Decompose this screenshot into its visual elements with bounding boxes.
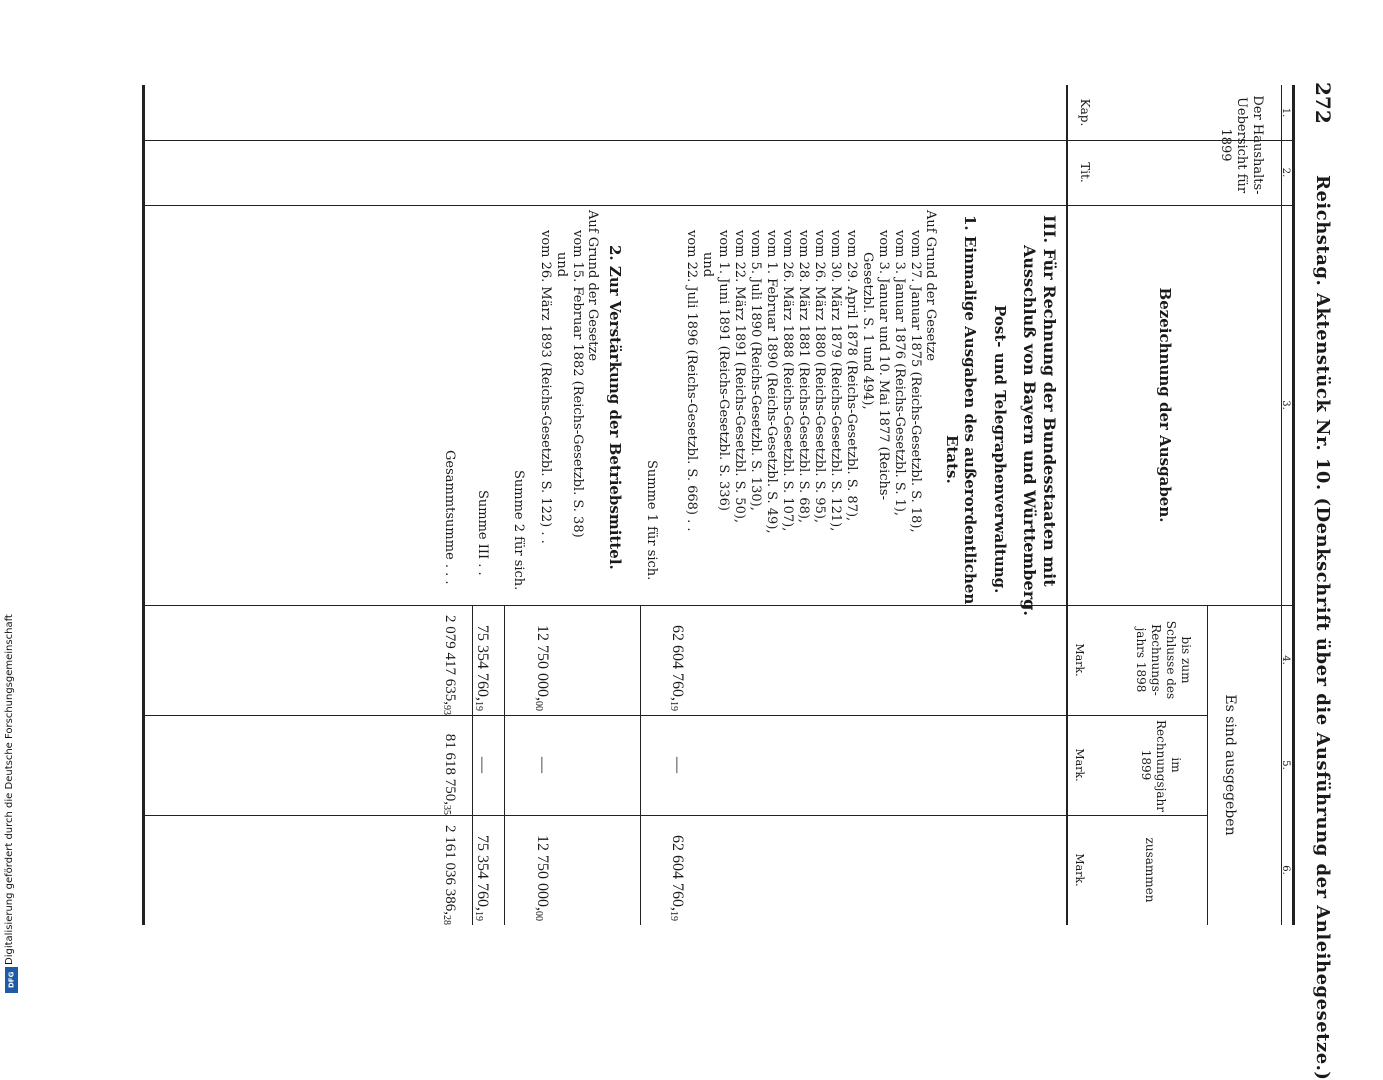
- col4-header: bis zum Schlusse des Rechnungs-jahrs 1898: [1134, 620, 1193, 700]
- law-line: vom 29. April 1878 (Reichs-Gesetzbl. S. 87),: [844, 230, 859, 522]
- law-line: vom 30. März 1879 (Reichs-Gesetzbl. S. 121),: [828, 230, 843, 532]
- es-sind-rule: [1207, 605, 1208, 925]
- running-title: Reichstag. Aktenstück Nr. 10. (Denkschrift über die Ausführung der Anleihegesetze.): [1312, 175, 1333, 1080]
- col-number-3: 3.: [1280, 400, 1291, 410]
- gesamt-col5-value: 81 618 $750,_{35}$: [441, 733, 458, 815]
- section-title-1: III. Für Rechnung der Bundesstaaten mit: [1040, 215, 1059, 587]
- sub2-col6-value: 12 750 $000,_{00}$: [533, 835, 551, 921]
- col6-unit: Mark.: [1073, 853, 1086, 887]
- law-line: und: [554, 252, 569, 278]
- sub2-intro: Auf Grund der Gesetze: [585, 210, 600, 362]
- col-number-2: 2.: [1280, 167, 1291, 178]
- summe3-col5-value: —: [474, 757, 491, 773]
- col-number-6: 6.: [1280, 865, 1291, 875]
- tit-header: Tit.: [1078, 162, 1092, 183]
- rule-kap-tit: [145, 140, 1295, 141]
- sub2-sum-label: Summe 2 für sich.: [511, 470, 526, 591]
- haushalt-header: Der Haushalts-Uebersicht für 1899: [1218, 95, 1265, 195]
- col5-header: im Rechnungsjahr 1899: [1139, 720, 1183, 812]
- law-line: vom 27. Januar 1875 (Reichs-Gesetzbl. S. 18),: [908, 230, 923, 533]
- col-number-4: 4.: [1280, 655, 1291, 665]
- law-line: vom 26. März 1880 (Reichs-Gesetzbl. S. 95),: [812, 230, 827, 524]
- law-line: Gesetzbl. S. 1 und 494),: [860, 252, 875, 410]
- sub2-law-list: [537, 230, 585, 544]
- sub1-col5-value: —: [669, 757, 686, 773]
- sub1-sum-rule: [640, 605, 641, 925]
- digitization-credit: Digitalisierung gefördert durch die Deutsche Forschungsgemeinschaft: [4, 614, 15, 965]
- summe3-col4-value: 75 354 $760,_{19}$: [473, 625, 491, 711]
- header-bottom-rule: [1066, 85, 1068, 925]
- gesamt-col6-value: 2 161 036 $386,_{28}$: [441, 825, 458, 925]
- law-line: vom 22. Juli 1896 (Reichs-Gesetzbl. S. 668) . .: [684, 230, 699, 532]
- rule-desc-col4: [145, 605, 1295, 606]
- sub2-sum-rule: [504, 605, 505, 925]
- sub2-heading: 2. Zur Verstärkung der Betriebsmittel.: [606, 245, 624, 570]
- es-sind-header: Es sind ausgegeben: [1222, 694, 1238, 836]
- law-line: vom 28. März 1881 (Reichs-Gesetzbl. S. 68),: [796, 230, 811, 524]
- law-line: und: [700, 252, 715, 278]
- col5-unit: Mark.: [1073, 748, 1086, 782]
- law-line: vom 3. Januar 1876 (Reichs-Gesetzbl. S. 1),: [892, 230, 907, 517]
- sub1-heading-2: Etats.: [943, 435, 961, 484]
- gesamt-label: Gesammtsumme . . .: [442, 450, 457, 585]
- sub1-heading-1: 1. Einmalige Ausgaben des außerordentlichen: [961, 215, 979, 605]
- law-line: vom 26. März 1888 (Reichs-Gesetzbl. S. 107),: [780, 230, 795, 532]
- dfg-logo: DFG: [5, 967, 18, 993]
- law-line: vom 1. Juni 1891 (Reichs-Gesetzbl. S. 336): [716, 230, 731, 511]
- summe3-col6-value: 75 354 $760,_{19}$: [473, 835, 491, 921]
- rule-tit-desc: [145, 205, 1295, 206]
- bezeichnung-header: Bezeichnung der Ausgaben.: [1156, 287, 1174, 523]
- law-line: vom 15. Februar 1882 (Reichs-Gesetzbl. S. 38): [570, 230, 585, 538]
- sub1-law-list: [683, 230, 923, 534]
- table-bottom-rule: [142, 85, 145, 925]
- law-line: vom 3. Januar und 10. Mai 1877 (Reichs-: [876, 230, 891, 500]
- law-line: vom 5. Juli 1890 (Reichs-Gesetzbl. S. 130),: [748, 230, 763, 511]
- law-line: vom 26. März 1893 (Reichs-Gesetzbl. S. 122) . .: [538, 230, 553, 544]
- section-title-2: Ausschluß von Bayern und Württemberg.: [1020, 245, 1039, 616]
- sub1-sum-label: Summe 1 für sich.: [644, 460, 659, 581]
- col-number-5: 5.: [1280, 760, 1291, 770]
- sub1-col6-value: 62 604 $760,_{19}$: [668, 835, 686, 921]
- sub2-col5-value: —: [534, 757, 551, 773]
- sub1-intro: Auf Grund der Gesetze: [923, 210, 938, 362]
- col4-unit: Mark.: [1073, 643, 1086, 677]
- section-subtitle: Post- und Telegraphenverwaltung.: [991, 305, 1009, 594]
- sub1-col4-value: 62 604 $760,_{19}$: [668, 625, 686, 711]
- sub2-col4-value: 12 750 $000,_{00}$: [533, 625, 551, 711]
- col6-header: zusammen: [1143, 837, 1157, 903]
- gesamt-col4-value: 2 079 417 $635,_{93}$: [441, 615, 458, 715]
- summe3-label: Summe III . .: [475, 490, 490, 576]
- page-number: 272: [1311, 82, 1335, 124]
- kap-header: Kap.: [1078, 98, 1092, 127]
- col-number-1: 1.: [1280, 107, 1291, 118]
- law-line: vom 22. März 1891 (Reichs-Gesetzbl. S. 50),: [732, 230, 747, 524]
- law-line: vom 1. Februar 1890 (Reichs-Gesetzbl. S. 49),: [764, 230, 779, 534]
